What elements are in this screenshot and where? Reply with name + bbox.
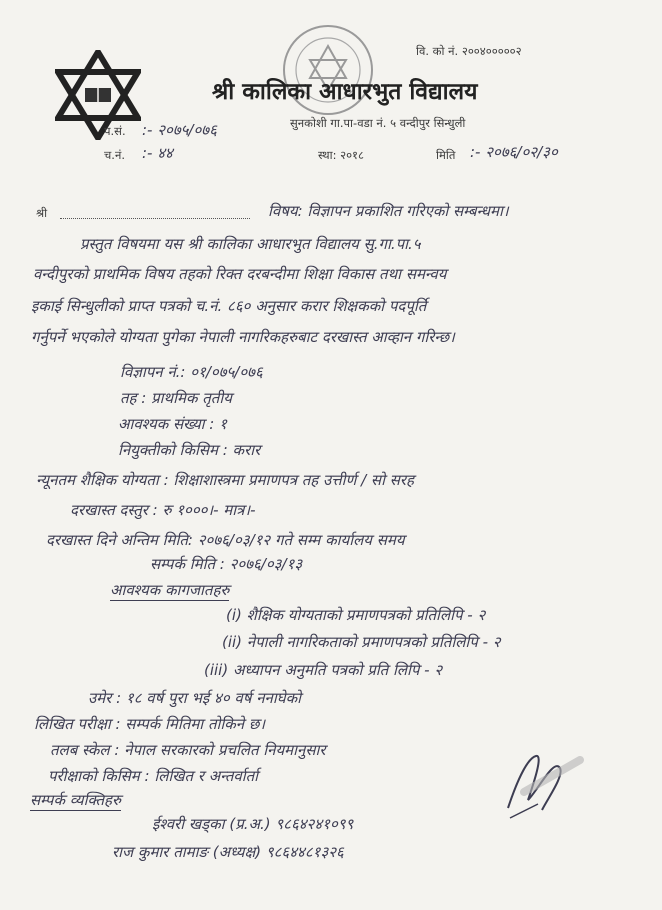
body-line-4: गर्नुपर्ने भएकोले योग्यता पुगेका नेपाली नागरिकहरुबाट दरखास्त आव्हान गरिन्छ। [31, 328, 455, 346]
date-value: :- २०७६/०२/३० [470, 143, 558, 161]
doc-item-1: (i) शैक्षिक योग्यताको प्रमाणपत्रको प्रतिलिपि - २ [226, 606, 486, 624]
body-line-2: वन्दीपुरको प्राथमिक विषय तहको रिक्त दरबन्दीमा शिक्षा विकास तथा समन्वय [33, 265, 447, 283]
field-exam-type: परीक्षाको किसिम : लिखित र अन्तर्वार्ता [48, 767, 259, 785]
field-deadline: दरखास्त दिने अन्तिम मिति: २०७६/०३/१२ गते सम्म कार्यालय समय [46, 531, 405, 549]
to-label: श्री [36, 206, 48, 220]
faint-stamp [520, 752, 590, 802]
doc-item-2: (ii) नेपाली नागरिकताको प्रमाणपत्रको प्रतिलिपि - २ [222, 633, 501, 651]
school-logo-star-icon [55, 50, 141, 140]
docs-heading: आवश्यक कागजातहरु [110, 581, 230, 599]
subject-line: विषय: विज्ञापन प्रकाशित गरिएको सम्बन्धमा। [268, 202, 509, 220]
doc-item-3: (iii) अध्यापन अनुमति पत्रको प्रति लिपि - २ [204, 661, 443, 679]
field-min-qualification: न्यूनतम शैक्षिक योग्यता : शिक्षाशास्त्रमा प्रमाणपत्र तह उत्तीर्ण / सो सरह [36, 471, 414, 489]
field-required-count: आवश्यक संख्या : १ [118, 415, 227, 433]
registration-number: वि. को नं. २००४०००००२ [416, 44, 522, 58]
date-label: मिति [436, 148, 456, 162]
contact-person-1: ईश्वरी खड्का (प्र.अ.) ९८६४२४१०९९ [152, 815, 354, 833]
field-salary-scale: तलब स्केल : नेपाल सरकारको प्रचलित नियमानुसार [50, 741, 326, 759]
cn-label: च.नं. [104, 148, 125, 162]
ps-value: :- २०७५/०७६ [142, 121, 217, 139]
body-line-3: इकाई सिन्धुलीको प्राप्त पत्रको च.नं. ८६० अनुसार करार शिक्षकको पदपूर्ति [31, 297, 427, 315]
contact-heading: सम्पर्क व्यक्तिहरु [30, 791, 121, 809]
field-contact-date: सम्पर्क मिति : २०७६/०३/१३ [150, 555, 303, 573]
body-line-1: प्रस्तुत विषयमा यस श्री कालिका आधारभुत विद्यालय सु.गा.पा.५ [80, 235, 421, 253]
field-advertisement-number: विज्ञापन नं.: ०१/०७५/०७६ [120, 363, 263, 381]
school-address: सुनकोशी गा.पा-वडा नं. ५ वन्दीपुर सिन्धुली [290, 116, 466, 130]
school-name: श्री कालिका आधारभुत विद्यालय [212, 79, 478, 105]
field-age: उमेर : १८ वर्ष पुरा भई ४० वर्ष ननाघेको [88, 689, 301, 707]
field-level: तह : प्राथमिक तृतीय [120, 389, 232, 407]
contact-person-2: राज कुमार तामाङ (अध्यक्ष) ९८६४४८१३२६ [112, 843, 344, 861]
established-year: स्था: २०१८ [318, 148, 365, 162]
field-written-exam: लिखित परीक्षा : सम्पर्क मितिमा तोकिने छ। [34, 715, 266, 733]
cn-value: :- ४४ [142, 144, 173, 162]
ps-label: प.सं. [104, 124, 126, 138]
field-appointment-type: नियुक्तीको किसिम : करार [118, 441, 261, 459]
field-application-fee: दरखास्त दस्तुर : रु १०००।- मात्र।- [70, 501, 256, 519]
recipient-blank-line [60, 206, 250, 219]
